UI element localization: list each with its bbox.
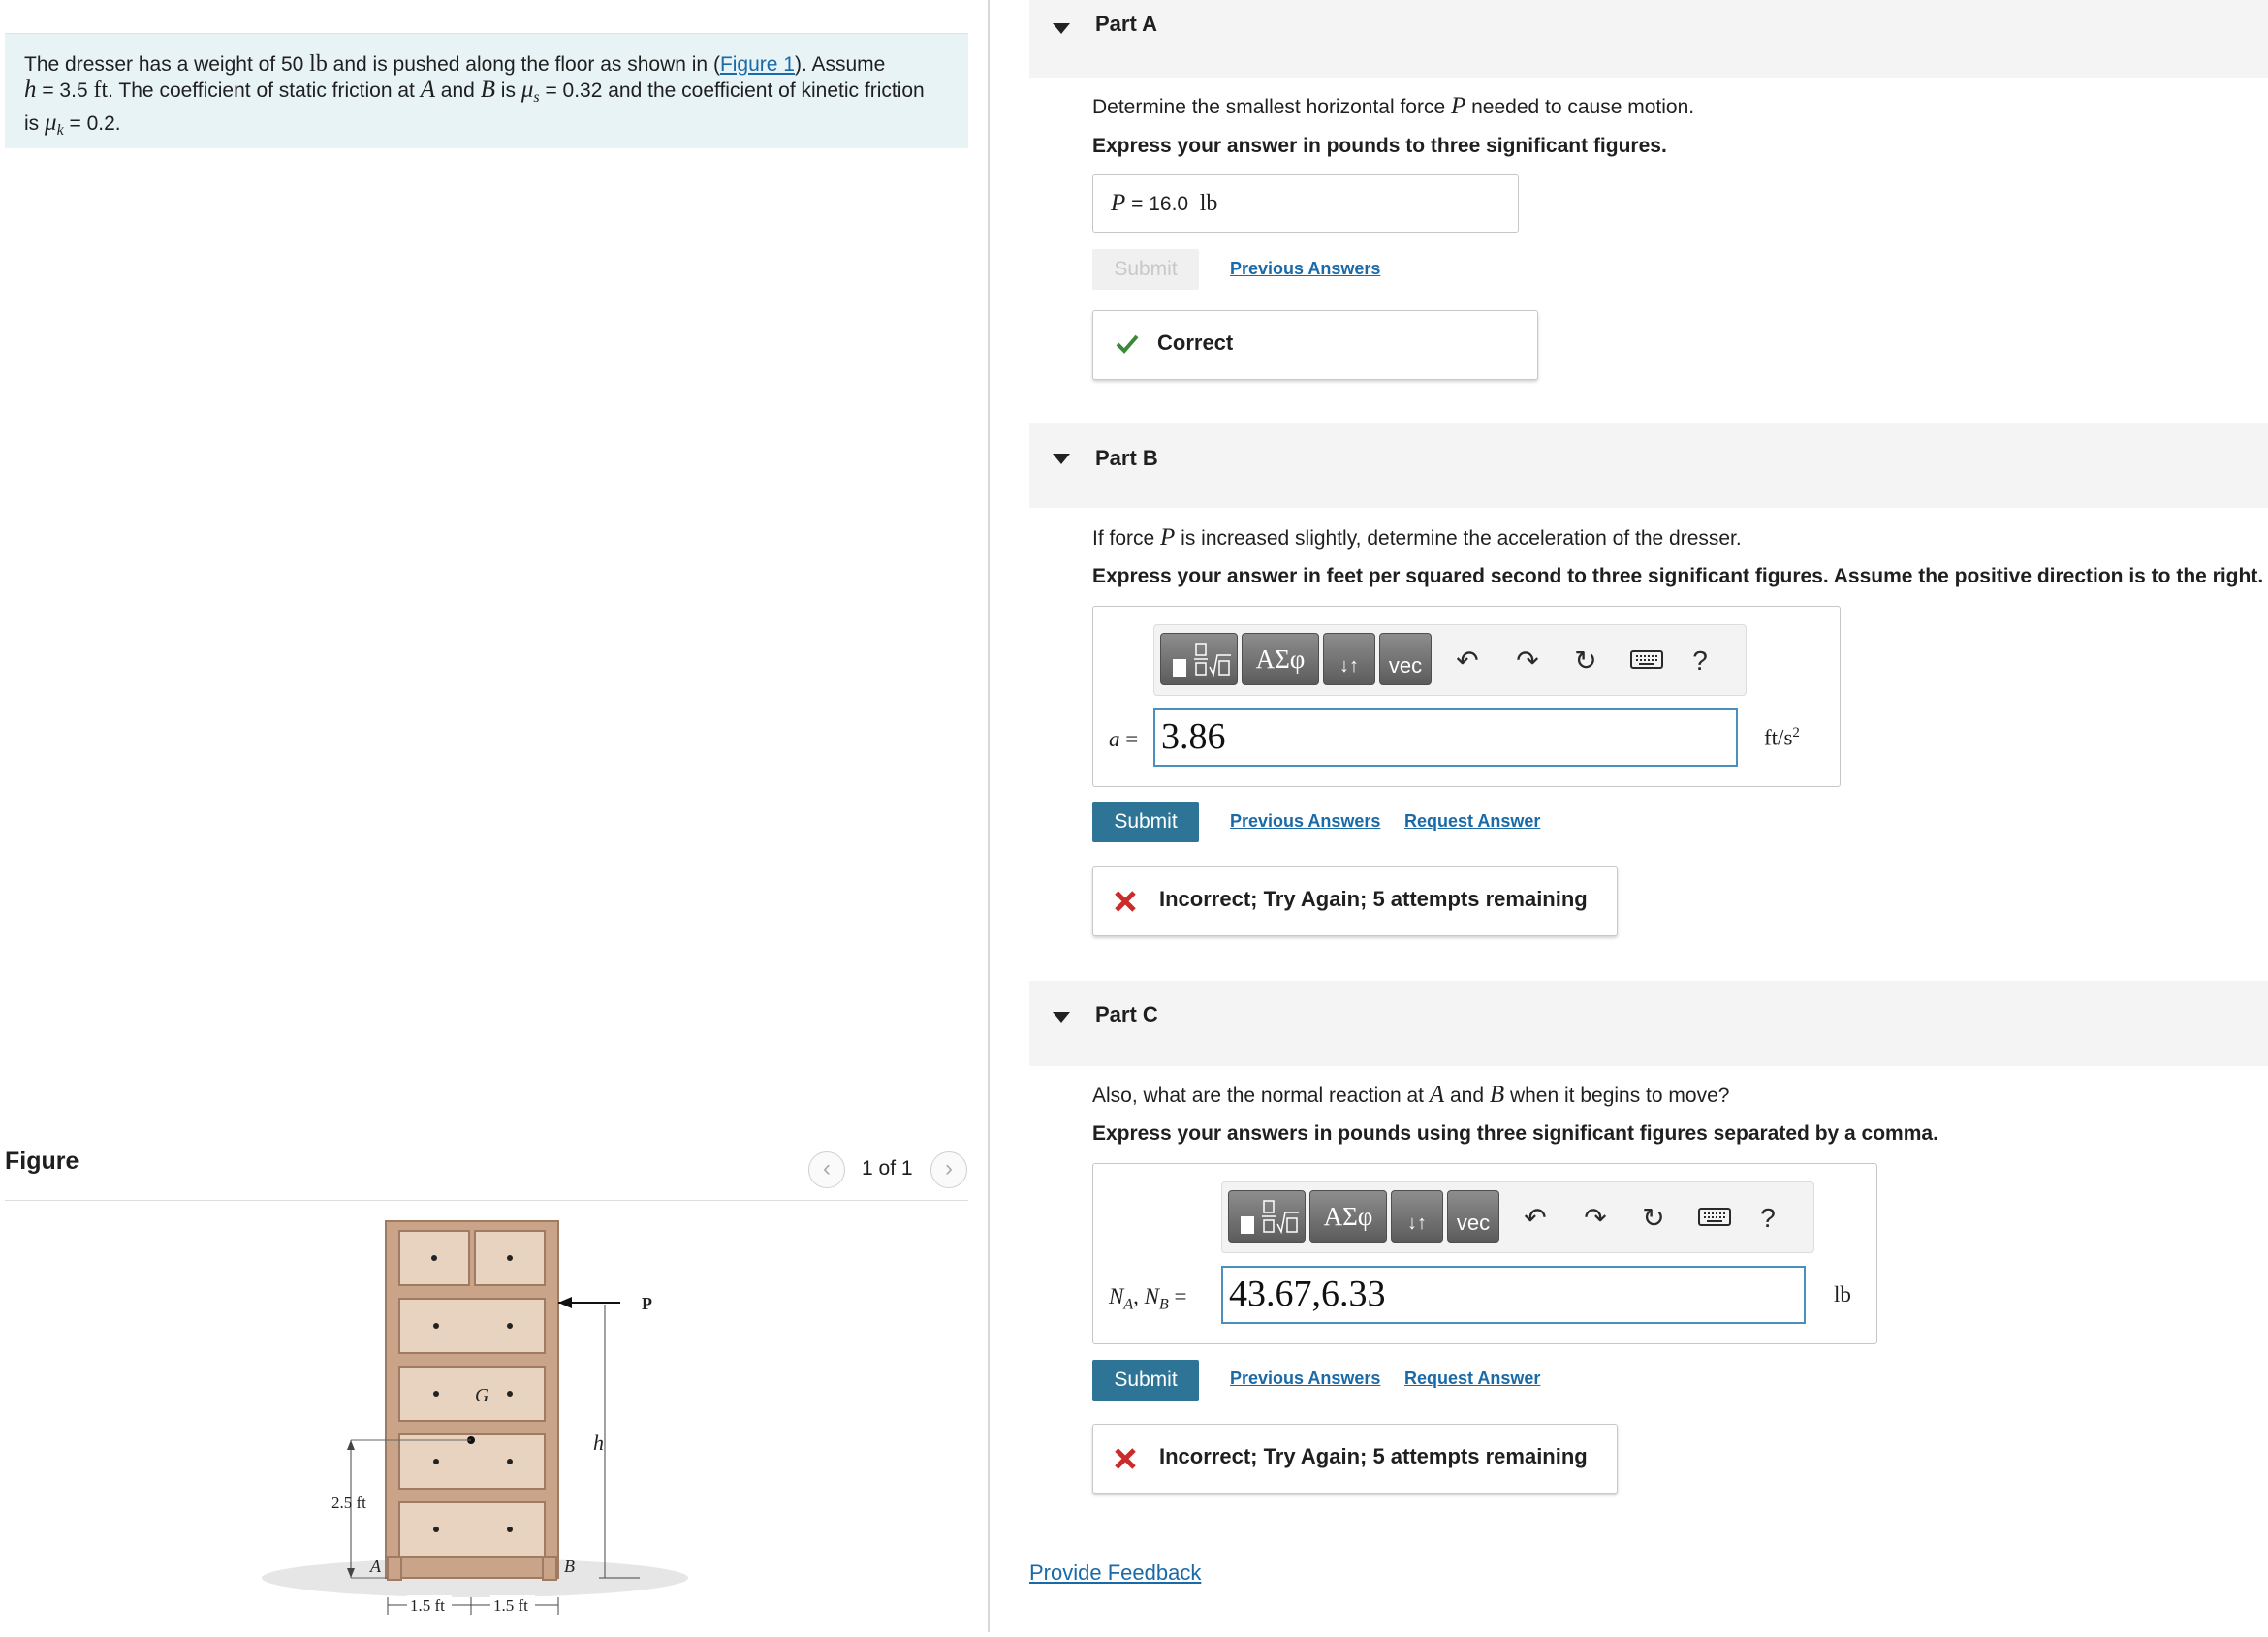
part-a-title: Part A <box>1095 12 1157 36</box>
keyboard-icon[interactable] <box>1697 1204 1732 1233</box>
part-b-feedback <box>1092 866 1618 936</box>
reset-icon[interactable]: ↻ <box>1574 645 1597 676</box>
part-a-question <box>1092 93 1694 120</box>
part-c-submit-button[interactable]: Submit <box>1092 1360 1199 1401</box>
part-b-instruction: Express your answer in feet per squared second to three significant figures. Assume the positive direction is to the right. <box>1092 565 2264 587</box>
equals: = <box>1119 727 1139 751</box>
part-c-answer-input[interactable]: 43.67,6.33 <box>1221 1266 1806 1324</box>
unit-exponent: 2 <box>1792 725 1800 740</box>
dresser-diagram <box>233 1217 737 1632</box>
part-a-answer-display <box>1092 174 1519 233</box>
question-text: Also, what are the normal reaction at <box>1092 1085 1430 1107</box>
part-b-var-label <box>1109 727 1138 752</box>
equals: = <box>1168 1284 1187 1308</box>
x-icon <box>1113 1446 1138 1471</box>
unit-ft-per-s: ft/s <box>1764 725 1793 750</box>
left-column <box>0 0 987 1632</box>
reset-icon[interactable]: ↻ <box>1642 1203 1665 1233</box>
greek-symbols-button[interactable]: ΑΣφ <box>1309 1190 1387 1243</box>
part-c-unit: lb <box>1834 1282 1851 1306</box>
var-mu-s: μ <box>520 77 534 103</box>
label-dim-height: 2.5 ft <box>331 1494 366 1512</box>
part-a-feedback <box>1092 310 1538 380</box>
label-b: B <box>564 1557 575 1576</box>
unit-ft: ft <box>93 78 109 103</box>
dresser-figure <box>233 1217 737 1632</box>
help-icon[interactable]: ? <box>1760 1203 1776 1233</box>
problem-line-1 <box>24 51 949 78</box>
force-p-arrowhead <box>558 1297 572 1308</box>
var-a: A <box>420 77 435 103</box>
arrows-button[interactable]: ↓↑ <box>1391 1190 1443 1243</box>
leg-b <box>543 1557 556 1580</box>
provide-feedback-link[interactable]: Provide Feedback <box>1029 1560 1202 1585</box>
problem-text: = 0.2. <box>63 112 121 136</box>
redo-icon[interactable]: ↷ <box>1584 1203 1607 1233</box>
part-a-previous-answers-link[interactable]: Previous Answers <box>1230 259 1381 278</box>
undo-icon[interactable]: ↶ <box>1456 645 1479 676</box>
var-mu-s-subscript: s <box>533 89 540 107</box>
part-c-request-answer-link[interactable]: Request Answer <box>1404 1369 1541 1388</box>
part-a-answer-value: 16.0 <box>1149 193 1189 215</box>
label-p: P <box>642 1294 652 1313</box>
var-p: P <box>1160 524 1176 551</box>
caret-down-icon[interactable] <box>1053 1012 1070 1023</box>
chevron-left-icon[interactable]: ‹ <box>808 1151 845 1188</box>
var-mu-k: μ <box>45 110 57 137</box>
part-c-title: Part C <box>1095 1002 1158 1026</box>
figure-heading: Figure <box>5 1148 79 1175</box>
part-c-answer-editor <box>1092 1163 1877 1344</box>
caret-down-icon[interactable] <box>1053 454 1070 464</box>
part-c-header[interactable] <box>1029 981 2268 1066</box>
greek-symbols-button[interactable]: ΑΣφ <box>1242 633 1319 685</box>
question-text: and <box>1444 1085 1490 1107</box>
part-b-previous-answers-link[interactable]: Previous Answers <box>1230 811 1381 831</box>
figure-counter: 1 of 1 <box>862 1157 913 1180</box>
var-n-b: N <box>1144 1284 1159 1308</box>
vec-button[interactable]: vec <box>1447 1190 1499 1243</box>
drawer-2 <box>399 1299 545 1353</box>
problem-text: The dresser has a weight of 50 <box>24 53 310 76</box>
part-b-title: Part B <box>1095 446 1158 470</box>
question-text: needed to cause motion. <box>1465 96 1695 118</box>
part-a-instruction: Express your answer in pounds to three significant figures. <box>1092 135 1667 157</box>
help-icon[interactable]: ? <box>1692 645 1708 676</box>
var-a: A <box>1429 1082 1445 1108</box>
unit-lb: lb <box>309 51 328 77</box>
var-n-a-subscript: A <box>1123 1296 1134 1313</box>
keyboard-icon[interactable] <box>1629 646 1664 676</box>
var-a: a <box>1109 727 1120 751</box>
figure-navigation <box>808 1151 967 1190</box>
part-b-answer-input[interactable]: 3.86 <box>1153 708 1738 767</box>
figure-1-link[interactable]: Figure 1 <box>719 53 795 76</box>
var-b: B <box>480 77 495 103</box>
equals: = <box>1125 193 1150 215</box>
check-icon <box>1115 331 1140 356</box>
label-h: h <box>593 1431 604 1455</box>
problem-text: and <box>434 79 481 102</box>
var-p: P <box>1451 93 1466 119</box>
vec-button[interactable]: vec <box>1379 633 1432 685</box>
part-c-feedback-text: Incorrect; Try Again; 5 attempts remaining <box>1159 1444 1588 1468</box>
part-c-math-toolbar <box>1221 1181 1814 1253</box>
answer-var-p: P <box>1111 190 1126 216</box>
problem-text: = 3.5 <box>36 79 94 102</box>
part-b-unit <box>1764 725 1800 751</box>
arrows-button[interactable]: ↓↑ <box>1323 633 1375 685</box>
part-a-submit-button[interactable]: Submit <box>1092 249 1199 290</box>
question-text: is increased slightly, determine the acceleration of the dresser. <box>1175 527 1742 550</box>
part-b-header[interactable] <box>1029 423 2268 508</box>
problem-text: = 0.32 and the coefficient of kinetic friction <box>539 79 925 102</box>
part-a-answer-unit: lb <box>1199 191 1218 216</box>
problem-text: ). Assume <box>794 53 886 76</box>
part-a-feedback-text: Correct <box>1157 331 1234 355</box>
right-column <box>1029 0 2268 1632</box>
drawer-3 <box>399 1367 545 1421</box>
label-g: G <box>475 1385 489 1406</box>
fraction-sqrt-template-icon[interactable] <box>1160 633 1238 685</box>
figure-divider <box>5 1200 968 1201</box>
fraction-sqrt-template-icon[interactable] <box>1228 1190 1306 1243</box>
part-b-submit-button[interactable]: Submit <box>1092 802 1199 842</box>
leg-a <box>388 1557 401 1580</box>
redo-icon[interactable]: ↷ <box>1516 645 1539 676</box>
part-b-question <box>1092 524 1742 551</box>
caret-down-icon[interactable] <box>1053 23 1070 34</box>
part-b-math-toolbar <box>1153 624 1747 696</box>
label-a: A <box>370 1557 381 1576</box>
problem-statement <box>5 33 968 148</box>
problem-line-2 <box>24 78 949 110</box>
problem-text: and is pushed along the floor as shown in ( <box>327 53 720 76</box>
problem-line-3 <box>24 110 949 143</box>
x-icon <box>1113 889 1138 914</box>
column-divider <box>988 0 990 1632</box>
part-b-feedback-text: Incorrect; Try Again; 5 attempts remaining <box>1159 887 1588 911</box>
var-n-a: N <box>1109 1284 1124 1308</box>
problem-text: . The coefficient of static friction at <box>108 79 421 102</box>
undo-icon[interactable]: ↶ <box>1524 1203 1547 1233</box>
label-dim-left: 1.5 ft <box>410 1596 445 1615</box>
problem-text: is <box>24 112 45 136</box>
question-text: when it begins to move? <box>1504 1085 1730 1107</box>
separator: , <box>1133 1284 1145 1308</box>
var-h: h <box>24 77 37 103</box>
part-a-header[interactable] <box>1029 0 2268 78</box>
part-c-previous-answers-link[interactable]: Previous Answers <box>1230 1369 1381 1388</box>
part-c-var-label <box>1109 1284 1186 1314</box>
var-mu-k-subscript: k <box>56 122 64 140</box>
problem-text: is <box>494 79 521 102</box>
part-c-question <box>1092 1082 1729 1109</box>
chevron-right-icon[interactable]: › <box>930 1151 967 1188</box>
part-c-feedback <box>1092 1424 1618 1494</box>
part-c-instruction: Express your answers in pounds using three significant figures separated by a comma. <box>1092 1122 1938 1145</box>
part-b-request-answer-link[interactable]: Request Answer <box>1404 811 1541 831</box>
question-text: Determine the smallest horizontal force <box>1092 96 1451 118</box>
part-b-answer-editor <box>1092 606 1841 787</box>
drawer-5 <box>399 1502 545 1557</box>
label-dim-right: 1.5 ft <box>493 1596 528 1615</box>
var-b: B <box>1489 1082 1505 1108</box>
question-text: If force <box>1092 527 1161 550</box>
var-n-b-subscript: B <box>1158 1296 1169 1313</box>
